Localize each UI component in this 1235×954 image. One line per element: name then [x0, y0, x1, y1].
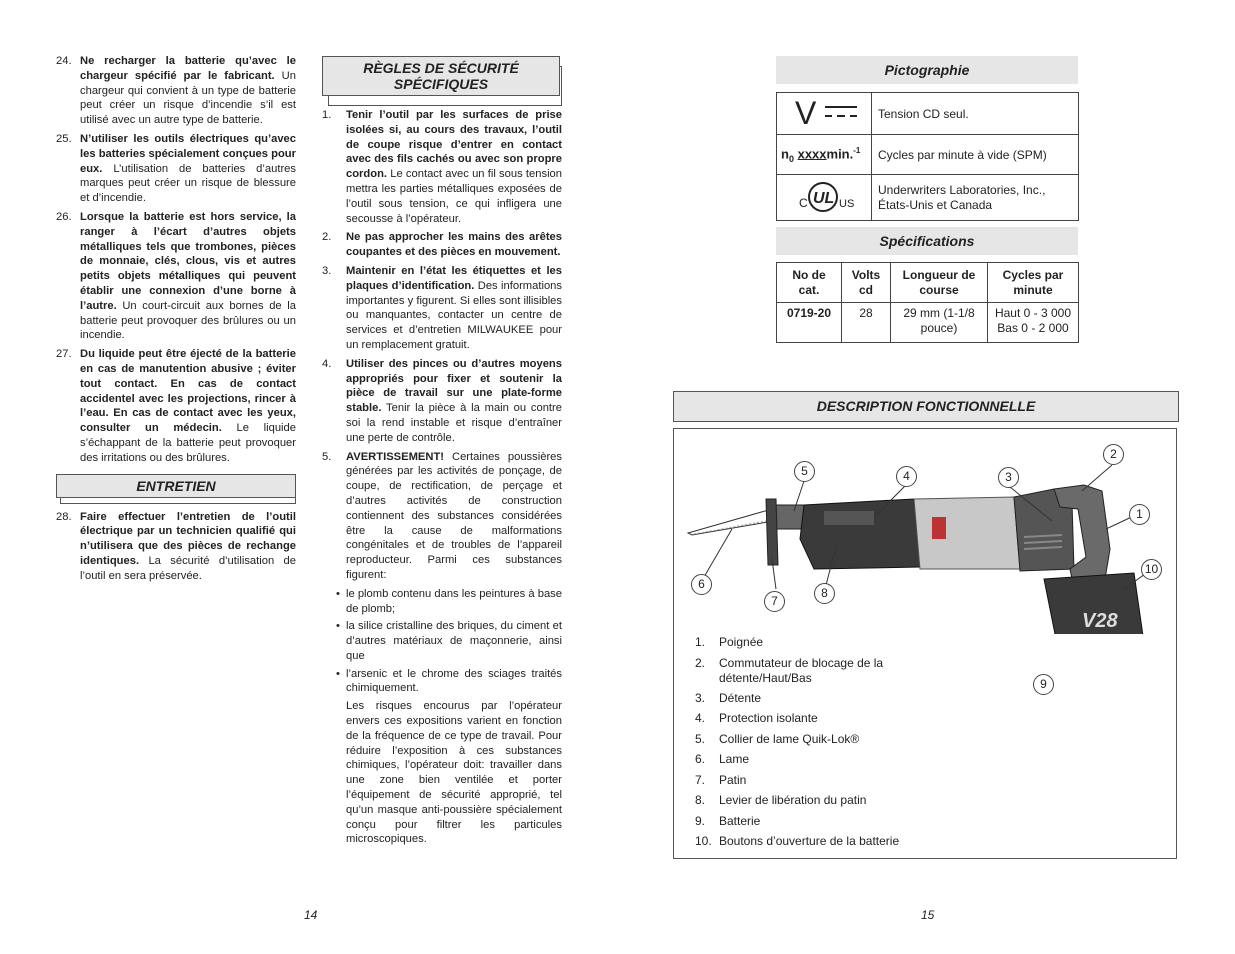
- specifications-title: Spécifications: [776, 227, 1078, 255]
- bullet-item: • le plomb contenu dans les peintures à base de plomb;: [336, 587, 562, 615]
- bullet-item: • l’arsenic et le chrome des sciages traités chimiquement.: [336, 667, 562, 695]
- callout-5: 5: [794, 461, 815, 482]
- left-column-2: [322, 56, 562, 847]
- spec-header: No de cat.: [777, 263, 842, 303]
- list-item: 6. Lame: [695, 752, 750, 766]
- list-item: 3. Détente: [695, 690, 762, 705]
- spec-header: Cycles par minute: [988, 263, 1079, 303]
- list-item: 1. Tenir l’outil par les surfaces de prise isolées si, au cours des travaux, l’outil de coupe risque d’entrer en contact avec des fils cachés ou avec son propre cordon. Le contact avec un fil sous tension mettra les parties métalliques exposées de l’outil sous tension, ce qui infligera une secousse à l’opérateur.: [322, 109, 562, 225]
- list-item: 10. Boutons d’ouverture de la batterie: [695, 834, 900, 848]
- callout-9: 9: [1033, 674, 1054, 695]
- ul-listing-icon: [777, 175, 872, 221]
- callout-6: 6: [691, 574, 712, 595]
- svg-text:UL: UL: [813, 190, 835, 207]
- list-item: 28. Faire effectuer l’entretien de l’outil électrique par un technicien qualifié qui n’utilisera que des pièces de rechange identiques. La sécurité d’utilisation de l’outil en sera préservée.: [56, 510, 296, 582]
- regles-title-line1: RÈGLES DE SÉCURITÉ: [363, 60, 519, 76]
- list-item: 26. Lorsque la batterie est hors service, la ranger à l’écart d’autres objets métalliques tels que trombones, pièces de monnaie, clés, clous, vis et autres petits objets métalliques qui peuvent établir une connexion d’une borne à l’autre. Un court-circuit aux bornes de la batterie peut provoquer des brûlures ou un incendie.: [56, 210, 296, 342]
- list-item: 2. Commutateur de blocage de la détente/Haut/Bas: [695, 655, 884, 685]
- spec-cell: 28: [842, 303, 891, 343]
- entretien-heading: ENTRETIEN: [56, 474, 296, 504]
- callout-2: 2: [1103, 444, 1124, 465]
- svg-text:US: US: [839, 198, 855, 210]
- svg-text:V: V: [795, 95, 817, 131]
- list-item: 3. Maintenir en l’état les étiquettes et les plaques d’identification. Des informations importantes y figurent. Si elles sont illisibles ou manquantes, contacter un centre de services et d’entretien MILWAUKEE pour un remplacement gratuit.: [322, 264, 562, 351]
- spec-header: Longueur de course: [891, 263, 988, 303]
- pictographie-title: Pictographie: [776, 56, 1078, 84]
- spec-header: Volts cd: [842, 263, 891, 303]
- list-item: 8. Levier de libération du patin: [695, 793, 867, 807]
- page-number-left: 14: [304, 908, 318, 922]
- list-item: 5. AVERTISSEMENT! Certaines poussières générées par les activités de ponçage, de coupe, de rectification, de perçage et d’autres activités de construction contiennent des substances considérées être la cause de malformations congénitales et de troubles de l’appareil reproducteur. Parmi ces substances figurent:: [322, 450, 562, 581]
- list-item: 27. Du liquide peut être éjecté de la batterie en cas de manutention abusive ; éviter tout contact. En cas de contact accidentel avec les projections, rincer à l’eau. En cas de contact avec les yeux, consulter un médecin. Le liquide s’échappant de la batterie peut provoquer des irritations ou des brûlures.: [56, 348, 296, 464]
- regles-heading: [322, 56, 562, 108]
- left-column-1: [56, 54, 296, 588]
- picto-desc: Tension CD seul.: [872, 93, 1079, 135]
- dc-voltage-icon: [777, 93, 872, 135]
- list-item: 7. Patin: [695, 772, 747, 787]
- callout-3: 3: [998, 467, 1019, 488]
- callout-8: 8: [814, 583, 835, 604]
- pictographie-table: [776, 92, 1079, 221]
- specifications-table: [776, 262, 1079, 343]
- spec-cell: 0719-20: [777, 303, 842, 343]
- picto-desc: Underwriters Laboratories, Inc., États-Unis et Canada: [872, 175, 1079, 221]
- regles-title-line2: SPÉCIFIQUES: [393, 76, 489, 92]
- callout-4: 4: [896, 466, 917, 487]
- list-item: 24. Ne recharger la batterie qu’avec le chargeur spécifié par le fabricant. Un chargeur qui convient à un type de batterie peut créer un risque d’incendie s’il est utilisé avec un autre type de batterie.: [56, 55, 296, 127]
- spec-cell: 29 mm (1-1/8 pouce): [891, 303, 988, 343]
- spec-cell: Haut 0 - 3 000 Bas 0 - 2 000: [988, 303, 1079, 343]
- svg-text:C: C: [799, 196, 808, 210]
- list-item: 4. Utiliser des pinces ou d’autres moyens appropriés pour fixer et soutenir la pièce de travail sur une plate-forme stable. Tenir la pièce à la main ou contre soi la rend instable et risque d’entraîner une perte de contrôle.: [322, 357, 562, 444]
- callout-10: 10: [1141, 559, 1162, 580]
- list-item: 9. Batterie: [695, 813, 761, 828]
- list-item: 5. Collier de lame Quik-Lok®: [695, 731, 860, 746]
- page-number-right: 15: [921, 908, 935, 922]
- description-title: DESCRIPTION FONCTIONNELLE: [673, 391, 1179, 422]
- picto-desc: Cycles par minute à vide (SPM): [872, 135, 1079, 175]
- bullet-item: • la silice cristalline des briques, du ciment et d’autres matériaux de maçonnerie, ainsi que: [336, 620, 562, 662]
- reciprocating-saw-illustration: [674, 429, 1176, 634]
- callout-7: 7: [764, 591, 785, 612]
- list-item: 1. Poignée: [695, 635, 764, 649]
- list-item: 4. Protection isolante: [695, 711, 818, 725]
- no-load-speed-symbol: $n_0$ xxxxmin.$^{-1}$: [777, 135, 872, 175]
- list-item: 2. Ne pas approcher les mains des arêtes coupantes et des pièces en mouvement.: [322, 231, 562, 259]
- battery-label: V28: [1082, 610, 1118, 632]
- list-item: 25. N’utiliser les outils électriques qu’avec les batteries spécialement conçues pour eux. L’utilisation de batteries d’autres marques peut créer un risque de blessure et d’incendie.: [56, 132, 296, 205]
- parts-list: [695, 635, 900, 855]
- closing-paragraph: Les risques encourus par l’opérateur envers ces expositions varient en fonction de la fréquence de ce type de travail. Pour réduire l’exposition à ces substances chimiques, l’opérateur doit: travailler dans une zone bien ventilée et porter l’équipement de sécurité approprié, tel qu’un masque anti-poussière spécialement conçu pour filtrer les particules microscopiques.: [346, 700, 562, 846]
- callout-1: 1: [1129, 504, 1150, 525]
